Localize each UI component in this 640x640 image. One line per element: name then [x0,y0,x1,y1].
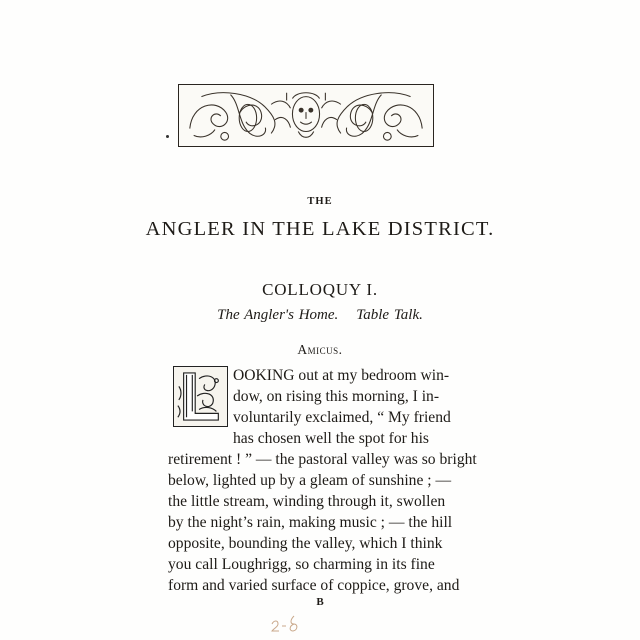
body-line: below, lighted up by a gleam of sunshine ; — [168,472,452,489]
body-line: retirement ! ” — the pastoral valley was so bright [168,451,477,468]
signature-mark: B [316,596,324,608]
pencil-annotation-icon [268,612,308,634]
drop-cap [173,366,228,427]
subtitle-left: The Angler's Home. [217,307,339,323]
body-line: voluntarily exclaimed, “ My friend [233,409,451,426]
body-line: by the night’s rain, making music ; — the hill [168,514,453,531]
book-title: ANGLER IN THE LAKE DISTRICT. [145,218,495,240]
ornament-scroll-icon [179,85,433,146]
body-line: OOKING out at my bedroom win- [233,367,450,384]
pre-title: THE [307,196,333,207]
body-line: has chosen well the spot for his [233,430,429,447]
body-line: you call Loughrigg, so charming in its fine [168,556,435,573]
body-line: the little stream, winding through it, swollen [168,493,446,510]
decorated-initial-l-icon [174,367,227,426]
margin-dot [166,135,169,138]
headpiece-ornament [178,84,434,147]
subtitle-right: Table Talk. [356,307,423,323]
chapter-subtitle [0,307,640,324]
body-line: form and varied surface of coppice, grove, and [168,577,460,594]
body-line: dow, on rising this morning, I in- [233,388,440,405]
body-line: opposite, bounding the valley, which I think [168,535,443,552]
speaker-name: Amicus. [297,342,343,357]
chapter-heading: COLLOQUY I. [262,280,378,299]
